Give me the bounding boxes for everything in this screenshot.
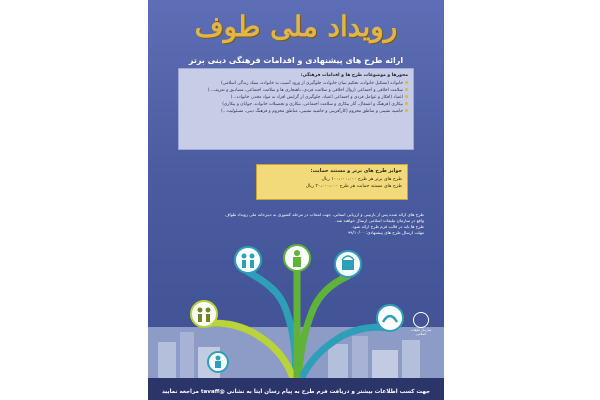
hands-icon [377,305,403,331]
note-line: طرح های ارائه شده پس از بازبینی و ارزیابی استانی، جهت انتخاب در مرحله کشوری به دبیرخانه ملی رویداد طواف [225,212,424,217]
topic-item [184,108,408,115]
prize-line: طرح های مستند حمایت هر طرح ۲۰،۰۰۰،۰۰۰ ریال [305,184,402,189]
topic-item [184,94,408,101]
person-icon [284,245,310,271]
topic-text: خانواده (تشکیل خانواده، تحکیم بنیان خانواده، جلوگیری از ورود آسیب به خانواده، سبک زندگی اسلامی) [220,81,403,86]
bullet-icon [405,109,408,112]
prize-box [256,164,408,200]
logo-text: سازمان تبلیغات اسلامی [410,328,432,336]
bullet-icon [405,81,408,84]
poster [148,0,444,400]
footer-text: جهت کسب اطلاعات بیشتر و دریافت فرم طرح به پیام رسان ایتا به نشانی @tavaff مراجعه نمایید [161,389,431,395]
topic-text: حاشیه نشینی و مناطق محروم (کارآفرینی و حاشیه نشینی، مناطق محروم و فرهنگ دینی، مسئولیت...) [221,109,403,114]
paint-bucket-icon [335,251,361,277]
elderly-couple-icon [191,301,217,327]
topic-text: سلامت اخلاقی و اجتماعی (زوال اخلاقی و سلامت فردی، ناهنجاری ها و سلامت اجتماعی، مصادیق و تعریف...) [207,88,403,93]
hand-tree-illustration [148,232,444,382]
topics-heading: محورها و موضوعات طرح ها و اقدامات فرهنگی: [300,73,408,78]
topic-text: بیکاری (فرهنگ و اشتغال، آثار بیکاری و سلامت اجتماعی، بیکاری و تحصیلات خانواده، جوانان و بیکاری) [222,102,403,107]
note-line: واقع در سازمان تبلیغات اسلامی ارسال خواهند شد. [335,218,424,223]
note-line: مهلت ارسال طرح های پیشنهادی: ۹۹/۱۰/۰۰ [348,230,424,235]
poster-subtitle: ارائه طرح های پیشنهادی و اقدامات فرهنگی دینی برتر [188,56,404,65]
topic-item [184,101,408,108]
organization-logo [406,312,436,336]
topic-text: اعتیاد (افکار و عوامل فردی و اجتماعی اعتیاد، جلوگیری از گرایش افراد به مواد مخدر، خانواده...) [230,95,403,100]
bullet-icon [405,95,408,98]
prize-title: جوایز طرح های برتر و مستند حمایت: [310,168,402,174]
logo-icon [413,312,429,328]
bullet-icon [405,102,408,105]
poster-title: رویداد ملی طوف [194,10,398,43]
topic-item [184,80,408,87]
bullet-icon [405,88,408,91]
note-line: طرح ها باید در قالب فرم طرح ارائه شود. [351,224,424,229]
footer-bar [148,378,444,400]
topics-box [178,68,414,150]
topic-item [184,87,408,94]
worker-icon [208,352,228,372]
prize-line: طرح های برتر هر طرح ۱۰۰،۰۰۰،۰۰۰ ریال [321,177,402,182]
family-icon [235,247,261,273]
